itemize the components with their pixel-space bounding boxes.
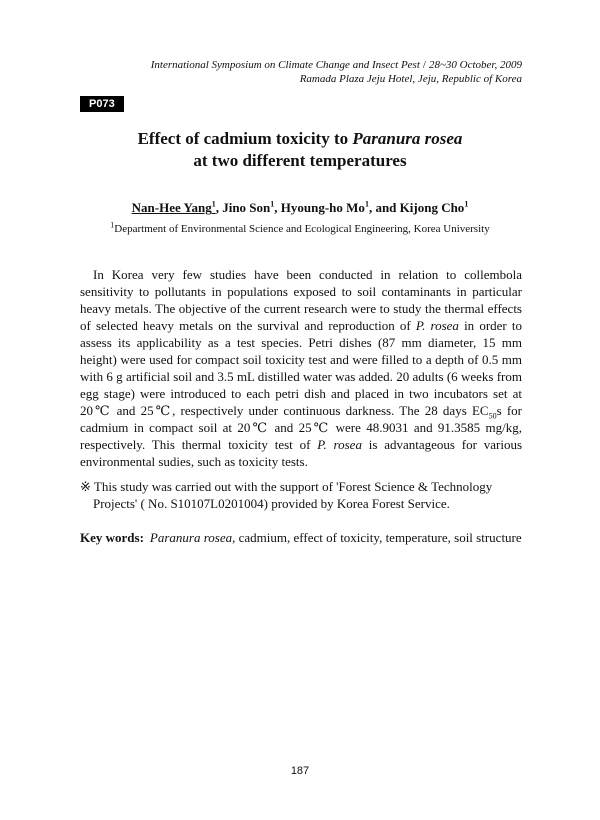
keyword-species: Paranura rosea bbox=[149, 530, 233, 545]
title-line-2: at two different temperatures bbox=[193, 151, 407, 170]
keywords bbox=[80, 529, 522, 546]
funding-note: ※ This study was carried out with the support of 'Forest Science & Technology Projects' ( No. S10107L0201004) provided by Korea Forest Service. bbox=[80, 479, 493, 511]
author-1-affil-mark: 1 bbox=[211, 199, 216, 209]
author-3-name: Hyoung-ho Mo bbox=[280, 200, 365, 215]
paper-title bbox=[0, 128, 600, 172]
header-line-1 bbox=[151, 58, 522, 72]
keywords-label: Key words: bbox=[80, 530, 144, 545]
ec-subscript: 50 bbox=[488, 411, 497, 421]
abstract-paragraph bbox=[80, 266, 522, 470]
title-line-1 bbox=[0, 128, 600, 150]
author-4 bbox=[400, 200, 469, 215]
title-prefix: Effect of cadmium toxicity to bbox=[137, 129, 353, 148]
conference-dates: 28~30 October, 2009 bbox=[428, 59, 522, 71]
author-sep: , bbox=[274, 200, 281, 215]
author-2-affil-mark: 1 bbox=[270, 199, 275, 209]
affiliation-text: Department of Environmental Science and Ecological Engineering, Korea University bbox=[114, 223, 490, 235]
title-species: Paranura rosea bbox=[352, 129, 463, 148]
author-3-affil-mark: 1 bbox=[364, 199, 369, 209]
author-4-name: Kijong Cho bbox=[399, 200, 465, 215]
affiliation-mark: 1 bbox=[110, 220, 115, 230]
abstract-part-3: s for cadmium in compact soil at 20℃ and 25℃ were 48.9031 and 91.3585 mg/kg, respectively. This thermal toxicity test of bbox=[80, 403, 522, 452]
author-sep: , bbox=[215, 200, 223, 215]
affiliation bbox=[0, 222, 600, 236]
abstract-species-2: P. rosea bbox=[317, 437, 362, 452]
keywords-rest: , cadmium, effect of toxicity, temperature, soil structure bbox=[232, 530, 522, 545]
page-number: 187 bbox=[290, 765, 310, 777]
author-1 bbox=[132, 200, 216, 215]
abstract-species-1: P. rosea bbox=[415, 318, 459, 333]
conference-name: International Symposium on Climate Change and Insect Pest bbox=[150, 59, 420, 71]
abstract-part-2: in order to assess its applicability as a test species. Petri dishes (87 mm diameter, 15 mm height) were used for compact soil toxicity test and were filled to a depth of 0.5 mm with 6 g artificial soil and 3.5 mL distilled water was added. 20 adults (6 weeks from egg stage) were introduced to each petri dish and placed in two incubators set at 20℃ and 25℃, respectively under continuous darkness. The 28 days EC bbox=[80, 318, 522, 418]
author-2-name: Jino Son bbox=[222, 200, 271, 215]
author-list bbox=[0, 200, 600, 216]
author-4-affil-mark: 1 bbox=[464, 199, 469, 209]
conference-header bbox=[151, 58, 522, 86]
author-1-name: Nan-Hee Yang bbox=[131, 200, 212, 215]
poster-code-badge: P073 bbox=[80, 96, 124, 112]
author-3 bbox=[281, 200, 369, 215]
keywords-text bbox=[150, 529, 522, 546]
header-separator: / bbox=[422, 59, 426, 71]
author-2 bbox=[222, 200, 274, 215]
conference-venue: Ramada Plaza Jeju Hotel, Jeju, Republic of Korea bbox=[299, 73, 522, 85]
abstract-part-1: In Korea very few studies have been conducted in relation to collembola sensitivity to pollutants in populations exposed to soil contaminants in particular heavy metals. The objective of the current research were to study the thermal effects of selected heavy metals on the survival and reproduction of bbox=[80, 267, 522, 333]
author-sep-and: , and bbox=[368, 200, 400, 215]
abstract-part-4: is advantageous for various environmental sudies, such as toxicity tests. bbox=[80, 437, 523, 469]
